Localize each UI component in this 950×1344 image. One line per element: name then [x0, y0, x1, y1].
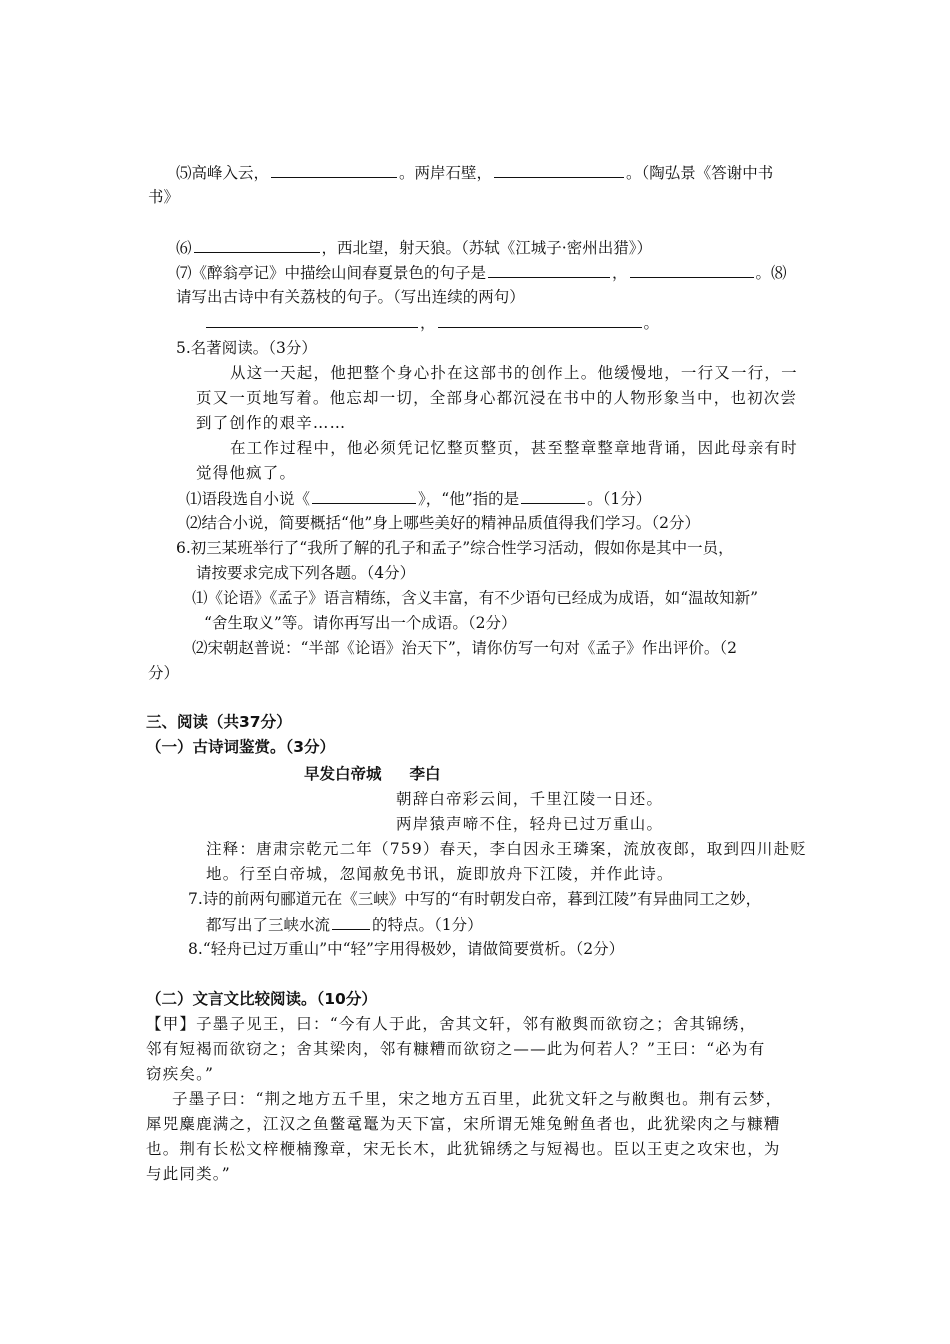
q5-passage-line: 觉得他疯了。	[196, 464, 297, 482]
q7-line	[206, 913, 483, 936]
subsection-heading: （一）古诗词鉴赏。（3分）	[146, 738, 336, 756]
poem-note: 地。行至白帝城，忽闻赦免书讯，旋即放舟下江陵，并作此诗。	[206, 865, 674, 883]
answer-blank[interactable]	[494, 161, 624, 178]
answer-blank[interactable]	[194, 236, 320, 253]
q5-title: 5.名著阅读。（3分）	[176, 339, 317, 357]
q6-fill-line	[176, 236, 652, 259]
q5-sub1-b: 》，“他”指的是	[418, 490, 520, 508]
q8-end: 。	[643, 314, 660, 332]
q8-prompt: 请写出古诗中有关荔枝的句子。（写出连续的两句）	[176, 288, 525, 306]
jia-line: 窃疾矣。”	[146, 1065, 215, 1083]
q8-sep: ，	[420, 314, 436, 332]
q6-text-a: ⑹	[176, 239, 192, 257]
q7-text-c: 。⑻	[755, 264, 787, 282]
jia-line: 犀兕麋鹿满之，江汉之鱼鳖鼋鼍为天下富，宋所谓无雉兔鲋鱼者也，此犹梁肉之与糠糟	[146, 1115, 781, 1133]
q8-question: 8.“轻舟已过万重山”中“轻”字用得极妙，请做简要赏析。（2分）	[188, 940, 625, 958]
poem-line: 朝辞白帝彩云间，千里江陵一日还。	[396, 790, 664, 808]
jia-line: 【甲】子墨子见王，曰：“今有人于此，舍其文轩，邻有敝舆而欲窃之；舍其锦绣，	[146, 1015, 757, 1033]
answer-blank[interactable]	[206, 311, 418, 328]
poem-title-text: 早发白帝城	[304, 765, 382, 783]
q5-text-c: 。（陶弘景《答谢中书	[626, 164, 774, 182]
answer-blank[interactable]	[488, 261, 610, 278]
q5-text-b: 。两岸石壁，	[399, 164, 493, 182]
q6-line: 请按要求完成下列各题。（4分）	[196, 564, 416, 582]
answer-blank[interactable]	[438, 311, 642, 328]
q6-sub2-line: 分）	[148, 664, 180, 682]
q5-fill-line1	[176, 161, 773, 184]
answer-blank[interactable]	[312, 487, 416, 504]
q5-passage-line: 到了创作的艰辛……	[196, 414, 347, 432]
answer-blank[interactable]	[271, 161, 397, 178]
q5-passage-line: 页又一页地写着。他忘却一切，全部身心都沉浸在书中的人物形象当中，也初次尝	[196, 389, 798, 407]
q5-sub2: ⑵结合小说，简要概括“他”身上哪些美好的精神品质值得我们学习。（2分）	[186, 514, 700, 532]
q6-text-b: ，西北望，射天狼。（苏轼《江城子·密州出猎》）	[321, 239, 652, 257]
jia-line: 邻有短褐而欲窃之；舍其梁肉，邻有糠糟而欲窃之——此为何若人？”王曰：“必为有	[146, 1040, 766, 1058]
jia-line: 子墨子曰：“荆之地方五千里，宋之地方五百里，此犹文轩之与敝舆也。荆有云梦，	[172, 1090, 783, 1108]
poem-note: 注释：唐肃宗乾元二年（759）春天，李白因永王璘案，流放夜郎，取到四川赴贬	[206, 840, 807, 858]
q5-text-a: ⑸高峰入云，	[176, 164, 270, 182]
jia-line: 也。荆有长松文梓楩楠豫章，宋无长木，此犹锦绣之与短褐也。臣以王吏之攻宋也，为	[146, 1140, 781, 1158]
poem-title	[304, 763, 441, 785]
answer-blank[interactable]	[521, 487, 585, 504]
q6-sub2-line: ⑵宋朝赵普说：“半部《论语》治天下”，请你仿写一句对《孟子》作出评价。（2	[192, 639, 737, 657]
q7-line: 7.诗的前两句郦道元在《三峡》中写的“有时朝发白帝，暮到江陵”有异曲同工之妙，	[188, 890, 762, 908]
q5-sub1-a: ⑴语段选自小说《	[186, 490, 311, 508]
q6-sub1-line: ⑴《论语》《孟子》语言精练，含义丰富，有不少语句已经成为成语，如“温故知新”	[192, 589, 759, 607]
answer-blank[interactable]	[332, 913, 370, 930]
q7-text-a2: 都写出了三峡水流	[206, 916, 331, 934]
q7-fill-line	[176, 261, 787, 284]
poem-line: 两岸猿声啼不住，轻舟已过万重山。	[396, 815, 664, 833]
q6-sub1-line: “舍生取义”等。请你再写出一个成语。（2分）	[204, 614, 517, 632]
q8-answer-line	[204, 311, 659, 334]
section-heading: 三、阅读（共37分）	[146, 713, 292, 731]
answer-blank[interactable]	[630, 261, 754, 278]
q5-fill-line2: 书》	[148, 188, 180, 206]
q7-text-b: ，	[612, 264, 628, 282]
q5-passage-line: 从这一天起，他把整个身心扑在这部书的创作上。他缓慢地，一行又一行，一	[230, 364, 798, 382]
q5-passage-line: 在工作过程中，他必须凭记忆整页整页，甚至整章整章地背诵，因此母亲有时	[230, 439, 798, 457]
poem-author: 李白	[409, 765, 441, 783]
subsection-heading: （二）文言文比较阅读。（10分）	[146, 990, 377, 1008]
jia-line: 与此同类。”	[146, 1165, 231, 1183]
q7-text-a: ⑺《醉翁亭记》中描绘山间春夏景色的句子是	[176, 264, 487, 282]
q5-sub1	[186, 487, 651, 510]
q6-line: 6.初三某班举行了“我所了解的孔子和孟子”综合性学习活动，假如你是其中一员，	[176, 539, 734, 557]
q7-text-b2: 的特点。（1分）	[372, 916, 483, 934]
q5-sub1-c: 。（1分）	[587, 490, 652, 508]
